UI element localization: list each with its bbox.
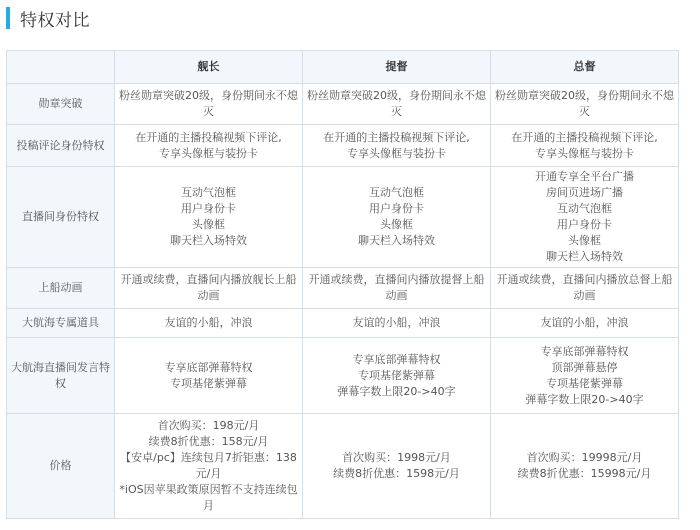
row-label-text: 勋章突破	[38, 97, 83, 110]
row-label-price	[7, 414, 115, 519]
cell-text-line: 用户身份卡	[181, 202, 236, 215]
cell-text-line: 首次购买：19998元/月	[526, 451, 643, 464]
section-title: 特权对比	[20, 10, 90, 31]
cell-speech-privilege-captain	[115, 338, 303, 414]
table-header-row	[7, 51, 679, 84]
cell-text-line: 专享头像框与装扮卡	[347, 146, 446, 160]
cell-text-line: 头像框	[380, 218, 413, 231]
row-label-boarding-animation	[7, 268, 115, 309]
cell-text-line: 互动气泡框	[181, 186, 236, 199]
cell-text-line: 专享头像框与装扮卡	[159, 146, 258, 160]
cell-comment-privilege-governor	[491, 125, 679, 167]
cell-text-line: 在开通的主播投稿视频下评论,	[135, 130, 282, 144]
cell-text-line: 专享底部弹幕特权	[352, 352, 441, 366]
cell-boarding-animation-captain	[115, 268, 303, 309]
header-captain: 舰长	[115, 51, 303, 84]
section-header	[0, 0, 700, 36]
cell-text-line: 用户身份卡	[557, 218, 612, 231]
privilege-comparison-table-wrap	[6, 50, 678, 519]
table-row-comment-privilege	[7, 125, 679, 167]
cell-text-line: 【安卓/pc】连续包月7折钜惠：138元/月	[120, 451, 297, 480]
cell-text-line: 在开通的主播投稿视频下评论,	[511, 130, 658, 144]
privilege-comparison-table	[6, 50, 679, 519]
cell-liveroom-privilege-admiral	[303, 167, 491, 268]
cell-text-line: 互动气泡框	[369, 186, 424, 199]
cell-price-governor	[491, 414, 679, 519]
cell-text-line: 粉丝勋章突破20级，身份期间永不熄灭	[307, 89, 486, 118]
cell-boarding-animation-admiral	[303, 268, 491, 309]
cell-text-line: 专项基佬紫弹幕	[170, 376, 247, 390]
row-label-text: 大航海专属道具	[22, 316, 99, 329]
cell-text-line: 专享底部弹幕特权	[164, 360, 253, 374]
row-label-liveroom-privilege	[7, 167, 115, 268]
cell-price-captain	[115, 414, 303, 519]
cell-medal-breakthrough-admiral	[303, 84, 491, 125]
cell-text-line: 续费8折优惠：15998元/月	[517, 467, 652, 480]
cell-boarding-animation-governor	[491, 268, 679, 309]
cell-liveroom-privilege-captain	[115, 167, 303, 268]
cell-price-admiral	[303, 414, 491, 519]
header-admiral: 提督	[303, 51, 491, 84]
cell-liveroom-privilege-governor	[491, 167, 679, 268]
cell-speech-privilege-governor	[491, 338, 679, 414]
table-row-price	[7, 414, 679, 519]
cell-medal-breakthrough-captain	[115, 84, 303, 125]
cell-text-line: 友谊的小船，冲浪	[540, 316, 629, 329]
cell-medal-breakthrough-governor	[491, 84, 679, 125]
row-label-medal-breakthrough	[7, 84, 115, 125]
cell-comment-privilege-admiral	[303, 125, 491, 167]
table-row-medal-breakthrough	[7, 84, 679, 125]
cell-text-line: 开通或续费，直播间内播放提督上船动画	[308, 273, 485, 302]
cell-text-line: 互动气泡框	[557, 202, 612, 215]
right-margin	[680, 0, 700, 530]
cell-comment-privilege-captain	[115, 125, 303, 167]
cell-text-line: 弹幕字数上限20->40字	[337, 384, 456, 398]
cell-text-line: *iOS因苹果政策原因暂不支持连续包月	[119, 483, 298, 512]
cell-text-line: 聊天栏入场特效	[358, 234, 435, 247]
cell-text-line: 头像框	[192, 218, 225, 231]
cell-text-line: 开通专享全平台广播	[535, 170, 634, 183]
cell-text-line: 续费8折优惠：1598元/月	[333, 467, 460, 480]
header-governor: 总督	[491, 51, 679, 84]
title-accent-bar	[6, 7, 10, 29]
cell-text-line: 专享底部弹幕特权	[540, 344, 629, 358]
table-row-boarding-animation	[7, 268, 679, 309]
cell-text-line: 专项基佬紫弹幕	[546, 376, 623, 390]
cell-text-line: 粉丝勋章突破20级，身份期间永不熄灭	[495, 89, 674, 118]
row-label-text: 投稿评论身份特权	[16, 138, 105, 152]
cell-text-line: 开通或续费，直播间内播放舰长上船动画	[120, 273, 297, 302]
header-corner	[7, 51, 115, 84]
row-label-text: 直播间身份特权	[22, 210, 99, 223]
cell-text-line: 房间页进场广播	[546, 186, 623, 199]
row-label-text: 价格	[49, 459, 72, 472]
cell-text-line: 友谊的小船，冲浪	[164, 316, 253, 329]
cell-text-line: 用户身份卡	[369, 202, 424, 215]
cell-text-line: 续费8折优惠：158元/月	[148, 435, 269, 448]
cell-text-line: 顶部弹幕悬停	[551, 360, 618, 374]
cell-text-line: 首次购买：1998元/月	[342, 451, 451, 464]
cell-speech-privilege-admiral	[303, 338, 491, 414]
table-row-speech-privilege	[7, 338, 679, 414]
row-label-text: 上船动画	[38, 281, 83, 294]
row-label-exclusive-props	[7, 309, 115, 338]
cell-text-line: 友谊的小船，冲浪	[352, 316, 441, 329]
row-label-speech-privilege	[7, 338, 115, 414]
table-row-liveroom-privilege	[7, 167, 679, 268]
cell-text-line: 聊天栏入场特效	[170, 234, 247, 247]
cell-exclusive-props-captain	[115, 309, 303, 338]
cell-text-line: 开通或续费，直播间内播放总督上船动画	[496, 273, 673, 302]
cell-text-line: 聊天栏入场特效	[546, 250, 623, 263]
row-label-comment-privilege	[7, 125, 115, 167]
cell-text-line: 头像框	[568, 234, 601, 247]
cell-exclusive-props-governor	[491, 309, 679, 338]
cell-text-line: 专享头像框与装扮卡	[535, 146, 634, 160]
cell-text-line: 弹幕字数上限20->40字	[525, 392, 644, 406]
table-row-exclusive-props	[7, 309, 679, 338]
row-label-text: 大航海直播间发言特权	[11, 360, 110, 390]
cell-text-line: 在开通的主播投稿视频下评论,	[323, 130, 470, 144]
cell-text-line: 专项基佬紫弹幕	[358, 368, 435, 382]
cell-text-line: 首次购买：198元/月	[157, 419, 260, 432]
cell-exclusive-props-admiral	[303, 309, 491, 338]
cell-text-line: 粉丝勋章突破20级，身份期间永不熄灭	[119, 89, 298, 118]
